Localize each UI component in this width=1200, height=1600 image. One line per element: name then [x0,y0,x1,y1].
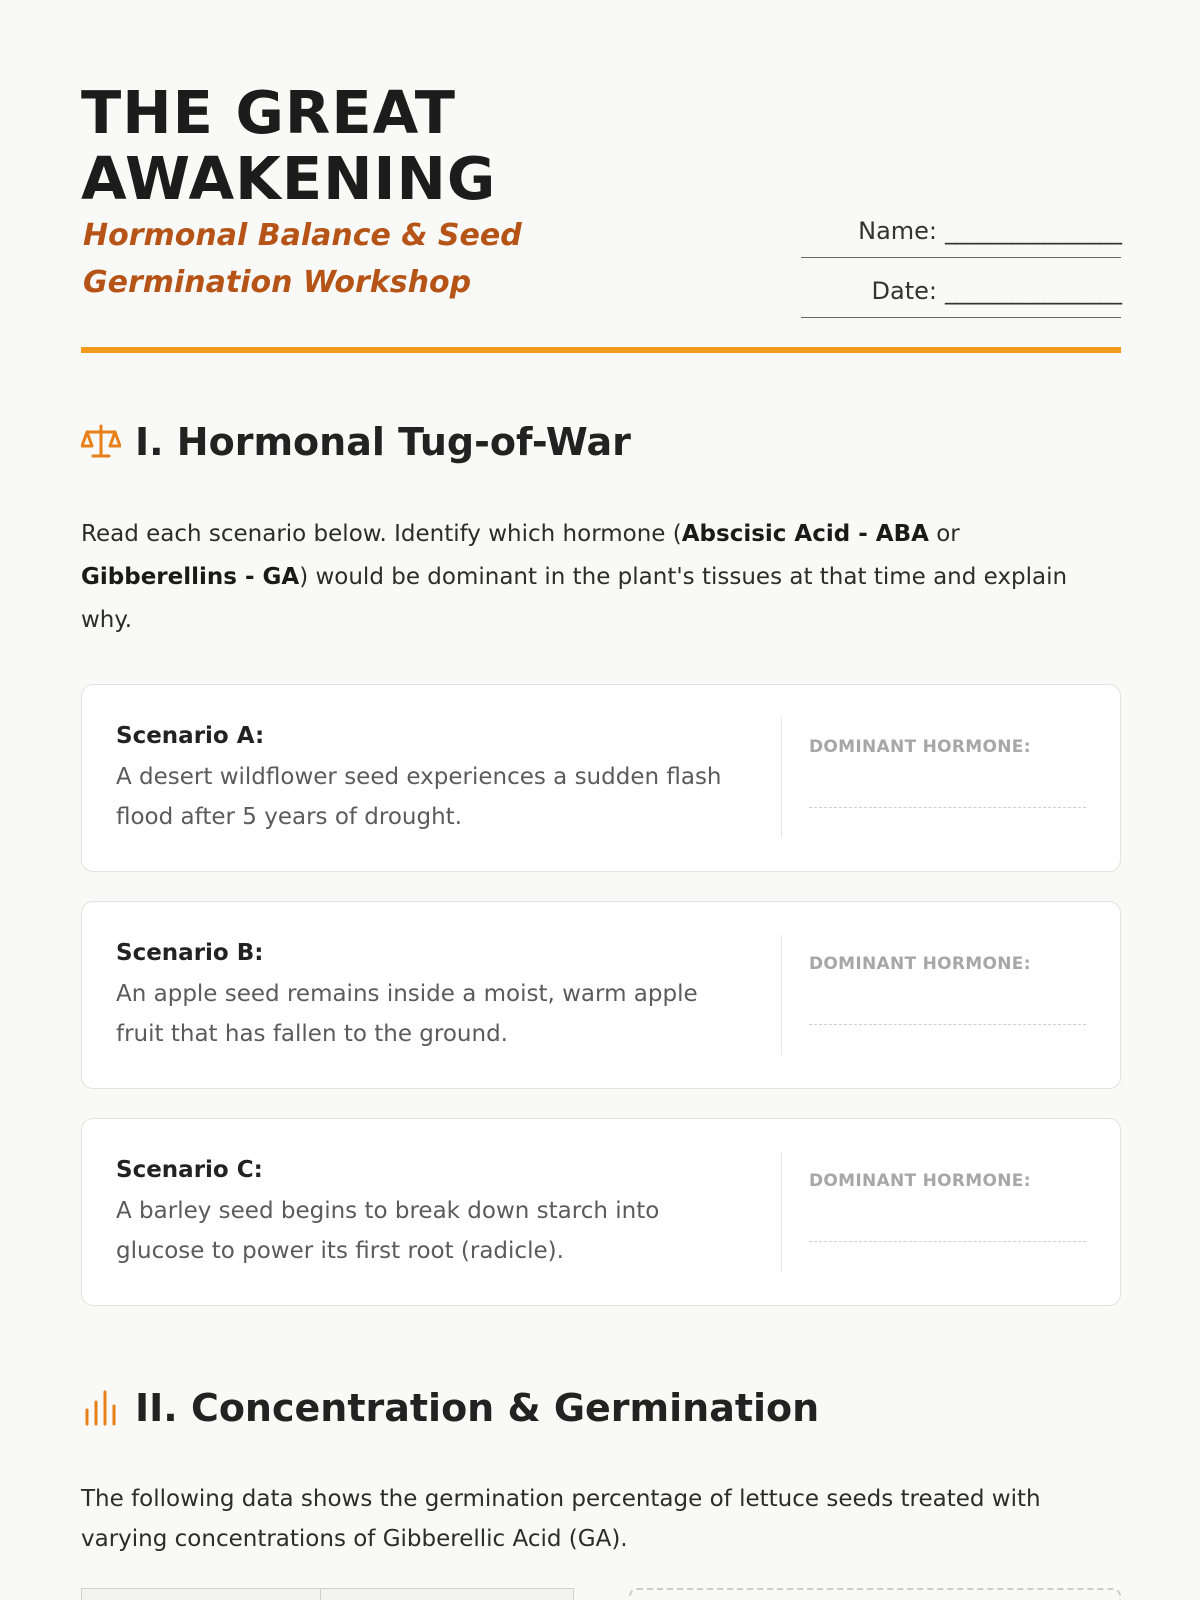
scenario-text-block [116,1157,746,1271]
dominant-hormone-answer-line[interactable] [809,807,1086,808]
balance-scale-icon [81,422,121,462]
date-field[interactable] [801,258,1121,318]
name-field[interactable] [801,196,1121,258]
worksheet-subtitle: Hormonal Balance & Seed Germination Workshop [83,218,522,300]
instructions-text-2: or [928,521,960,547]
scenario-answer [809,954,1086,1025]
scenario-text-block [116,723,746,837]
table-column-divider [320,1589,321,1600]
dominant-hormone-answer-line[interactable] [809,1241,1086,1242]
scenario-answer [809,1171,1086,1242]
scenario-answer [809,737,1086,808]
date-label: Date: [871,277,937,305]
dominant-hormone-answer-line[interactable] [809,1024,1086,1025]
worksheet-header [81,0,1121,356]
scenario-title: Scenario A: [116,723,265,749]
header-divider [81,347,1121,353]
dominant-hormone-label: DOMINANT HORMONE: [809,954,1031,974]
worksheet-page [81,0,1121,1552]
instructions-text-1: Read each scenario below. Identify which hormone ( [81,521,682,547]
dominant-hormone-label: DOMINANT HORMONE: [809,1171,1031,1191]
scenario-card-a [81,684,1121,872]
section-2-title: II. Concentration & Germination [135,1386,820,1430]
student-fields [801,196,1121,318]
scenario-text-block [116,940,746,1054]
scenario-card-b [81,901,1121,1089]
section-1-instructions [81,513,1121,642]
scenario-description: An apple seed remains inside a moist, warm apple fruit that has fallen to the ground. [116,981,698,1047]
scenario-title: Scenario B: [116,940,264,966]
scenario-description: A desert wildflower seed experiences a sudden flash flood after 5 years of drought. [116,764,722,830]
instructions-ga: Gibberellins - GA [81,564,300,590]
bar-chart-icon [81,1388,121,1428]
instructions-aba: Abscisic Acid - ABA [681,521,929,547]
section-1-heading [81,420,631,464]
section-2-heading [81,1386,819,1430]
graph-area[interactable] [629,1588,1121,1600]
name-blank: ________________ [945,217,1121,245]
scenario-title: Scenario C: [116,1157,263,1183]
worksheet-title: THE GREAT AWAKENING [81,78,497,213]
name-label: Name: [858,217,937,245]
card-divider [781,935,782,1055]
instructions-text-3: ) would be dominant in the plant's tissues at that time and explain why. [81,564,1068,633]
scenario-card-c [81,1118,1121,1306]
section-1-title: I. Hormonal Tug-of-War [135,420,631,464]
scenario-description: A barley seed begins to break down starch into glucose to power its first root (radicle). [116,1198,660,1264]
dominant-hormone-label: DOMINANT HORMONE: [809,737,1031,757]
data-table [81,1588,574,1600]
card-divider [781,1152,782,1272]
card-divider [781,718,782,838]
date-blank: ________________ [945,277,1121,305]
section-2-instructions: The following data shows the germination percentage of lettuce seeds treated with varying concentrations of Gibberellic Acid (GA). [81,1486,1041,1552]
